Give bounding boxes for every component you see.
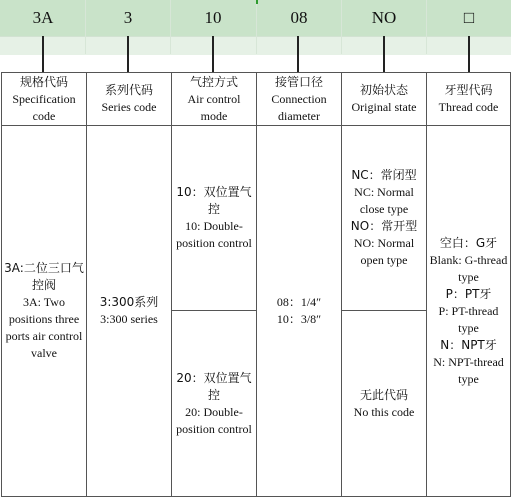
header-cn: 系列代码 (104, 83, 153, 97)
header-en: Specification code (12, 91, 76, 123)
band-gridline (256, 0, 257, 54)
header-spec (2, 73, 87, 126)
thread-blank-cn: 空白：G牙 (439, 235, 498, 250)
header-en: Original state (351, 100, 417, 114)
spec-en: 3A: Two positions three ports air control valve (5, 295, 83, 360)
connector-line (127, 36, 129, 72)
code-thread: □ (463, 8, 475, 27)
table-row (2, 126, 511, 311)
state-nc-en: NC: Normal close type (354, 185, 414, 216)
band-gridline (341, 0, 342, 54)
header-thread (427, 73, 511, 126)
state-no-cn: NO：常开型 (350, 219, 418, 233)
state-no-en: NO: Normal open type (353, 236, 415, 267)
cell-air-bottom (172, 311, 257, 497)
connector-line (212, 36, 214, 72)
connector-line (468, 36, 470, 72)
header-row (2, 73, 511, 126)
header-cn: 初始状态 (359, 83, 408, 97)
thread-p-cn: P：PT牙 (445, 286, 492, 301)
header-cn: 接管口径 (274, 74, 323, 89)
header-original-state (342, 73, 427, 126)
header-en: Series code (101, 100, 157, 114)
series-cn: 3:300系列 (99, 295, 159, 309)
header-air-control (172, 73, 257, 126)
state-none-en: No this code (353, 404, 415, 419)
state-none-cn: 无此代码 (359, 387, 408, 402)
header-connection (257, 73, 342, 126)
spec-table (1, 72, 511, 497)
connection-10: 10：3/8″ (276, 312, 322, 326)
code-original-state: NO (371, 8, 397, 27)
cell-thread (427, 126, 511, 497)
series-en: 3:300 series (100, 312, 158, 326)
code-series: 3 (123, 8, 133, 27)
header-cn: 气控方式 (189, 74, 238, 89)
connector-line (42, 36, 44, 72)
header-cn: 牙型代码 (444, 83, 493, 97)
connector-line (383, 36, 385, 72)
header-en: Thread code (438, 100, 499, 114)
cell-state-top (342, 126, 427, 311)
code-spec: 3A (32, 8, 54, 27)
code-connection: 08 (290, 8, 308, 27)
air-bottom-cn: 20：双位置气控 (176, 370, 252, 402)
thread-blank-en: Blank: G-thread type (429, 252, 508, 284)
cell-state-bottom (342, 311, 427, 497)
header-cn: 规格代码 (19, 74, 68, 89)
connection-08: 08：1/4″ (276, 295, 322, 309)
cell-air-top (172, 126, 257, 311)
connector-line (297, 36, 299, 72)
thread-n-en: N: NPT-thread type (433, 354, 504, 386)
thread-n-cn: N：NPT牙 (440, 337, 497, 352)
header-series (87, 73, 172, 126)
band-gridline (85, 0, 86, 54)
spec-cn: 3A:二位三口气控阀 (4, 261, 84, 292)
cell-connection (257, 126, 342, 497)
cell-spec (2, 126, 87, 497)
header-en: Connection diameter (271, 91, 327, 123)
air-top-cn: 10：双位置气控 (176, 185, 252, 216)
cell-series (87, 126, 172, 497)
band-gridline (426, 0, 427, 54)
air-top-en: 10: Double-position control (176, 219, 252, 250)
band-gridline (170, 0, 171, 54)
state-nc-cn: NC：常闭型 (351, 168, 417, 182)
code-air-control: 10 (204, 8, 222, 27)
air-bottom-en: 20: Double-position control (176, 404, 252, 436)
thread-p-en: P: PT-thread type (438, 303, 499, 335)
header-en: Air control mode (187, 91, 241, 123)
cell-marker (256, 0, 258, 4)
